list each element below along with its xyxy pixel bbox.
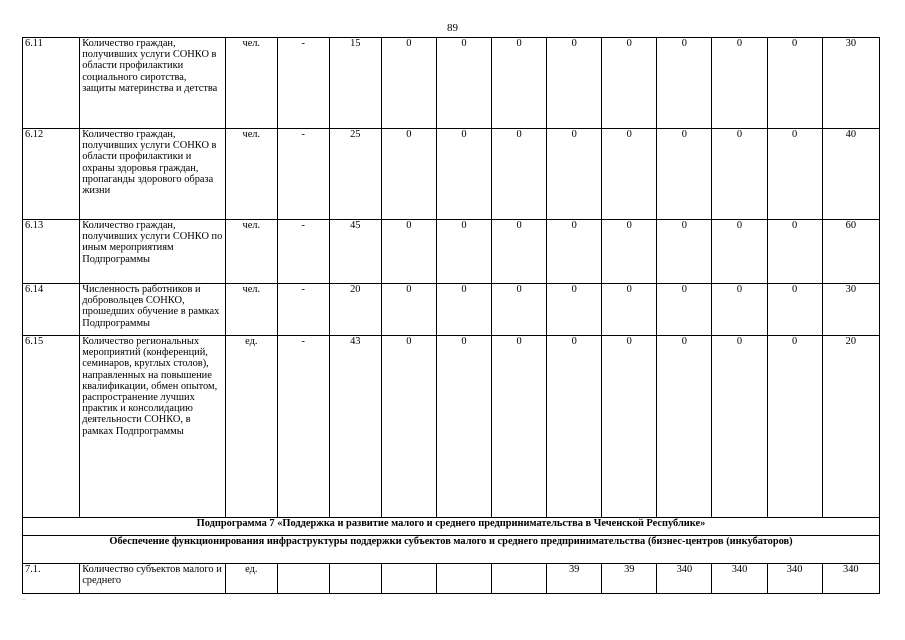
table-row [23,284,880,336]
row-value: 60 [822,220,879,284]
row-value: 0 [436,38,491,129]
row-value: 0 [712,220,767,284]
row-value: 0 [767,336,822,518]
row-value: 20 [329,284,381,336]
subsection-title: Обеспечение функционирования инфраструктуры поддержки субъектов малого и среднего предпринимательства (бизнес-центров (инкубаторов) [23,536,880,564]
row-id: 6.15 [23,336,80,518]
row-value: 20 [822,336,879,518]
row-value: 0 [767,129,822,220]
row-dash: - [277,336,329,518]
row-name: Численность работников и добровольцев СОНКО, прошедших обучение в рамках Подпрограммы [80,284,226,336]
row-dash [277,564,329,594]
row-value: 0 [547,129,602,220]
row-value: 0 [602,336,657,518]
row-value: 0 [492,336,547,518]
row-value: 0 [492,220,547,284]
section-title-row [23,518,880,536]
row-value: 0 [657,284,712,336]
row-dash: - [277,129,329,220]
row-name: Количество региональных мероприятий (конференций, семинаров, круглых столов), направленных на повышение квалификации, обмен опытом, распространение лучших практик и консолидацию деятельности СОНКО, в рамках Подпрограммы [80,336,226,518]
row-value: 0 [436,284,491,336]
row-value: 0 [547,284,602,336]
row-name: Количество субъектов малого и среднего [80,564,226,594]
row-value [329,564,381,594]
row-value: 0 [767,284,822,336]
row-value: 340 [767,564,822,594]
row-value: 0 [712,38,767,129]
row-value: 40 [822,129,879,220]
table-row [23,129,880,220]
row-value: 0 [767,220,822,284]
row-value [381,564,436,594]
row-value: 0 [767,38,822,129]
row-value: 0 [712,336,767,518]
row-id: 6.14 [23,284,80,336]
row-value: 340 [712,564,767,594]
page-number: 89 [447,22,458,34]
row-value: 25 [329,129,381,220]
row-value: 0 [381,38,436,129]
row-value: 0 [381,284,436,336]
row-value: 39 [547,564,602,594]
row-value: 0 [712,129,767,220]
row-value: 0 [381,220,436,284]
row-dash: - [277,220,329,284]
row-value: 340 [657,564,712,594]
table-row [23,564,880,594]
row-dash: - [277,284,329,336]
row-name: Количество граждан, получивших услуги СОНКО в области профилактики социального сиротства, защиты материнства и детства [80,38,226,129]
row-value: 0 [492,129,547,220]
row-value [492,564,547,594]
row-value: 0 [492,284,547,336]
row-value: 45 [329,220,381,284]
row-id: 6.12 [23,129,80,220]
row-name: Количество граждан, получивших услуги СОНКО в области профилактики и охраны здоровья граждан, пропаганды здорового образа жизни [80,129,226,220]
row-value: 0 [712,284,767,336]
row-dash: - [277,38,329,129]
indicators-table [22,37,880,594]
row-value: 30 [822,284,879,336]
row-id: 6.11 [23,38,80,129]
row-value: 340 [822,564,879,594]
row-value: 0 [436,220,491,284]
table-row [23,336,880,518]
row-unit: ед. [225,564,277,594]
table-row [23,38,880,129]
row-value: 0 [602,284,657,336]
row-unit: чел. [225,38,277,129]
table-row [23,220,880,284]
row-unit: чел. [225,220,277,284]
row-value: 0 [381,336,436,518]
row-name: Количество граждан, получивших услуги СОНКО по иным мероприятиям Подпрограммы [80,220,226,284]
footer-note: ··· [22,598,26,602]
row-value: 0 [657,336,712,518]
row-unit: чел. [225,129,277,220]
row-value: 0 [602,129,657,220]
row-value [436,564,491,594]
row-value: 0 [381,129,436,220]
row-id: 6.13 [23,220,80,284]
row-value: 0 [657,38,712,129]
row-value: 0 [602,38,657,129]
row-unit: ед. [225,336,277,518]
row-value: 0 [657,129,712,220]
section-title: Подпрограмма 7 «Поддержка и развитие малого и среднего предпринимательства в Чеченской Республике» [23,518,880,536]
row-value: 43 [329,336,381,518]
row-unit: чел. [225,284,277,336]
row-value: 0 [657,220,712,284]
row-value: 0 [602,220,657,284]
row-value: 39 [602,564,657,594]
row-value: 0 [547,336,602,518]
subsection-title-row [23,536,880,564]
row-value: 0 [492,38,547,129]
row-value: 30 [822,38,879,129]
row-value: 15 [329,38,381,129]
row-id: 7.1. [23,564,80,594]
row-value: 0 [436,129,491,220]
row-value: 0 [547,38,602,129]
row-value: 0 [547,220,602,284]
row-value: 0 [436,336,491,518]
